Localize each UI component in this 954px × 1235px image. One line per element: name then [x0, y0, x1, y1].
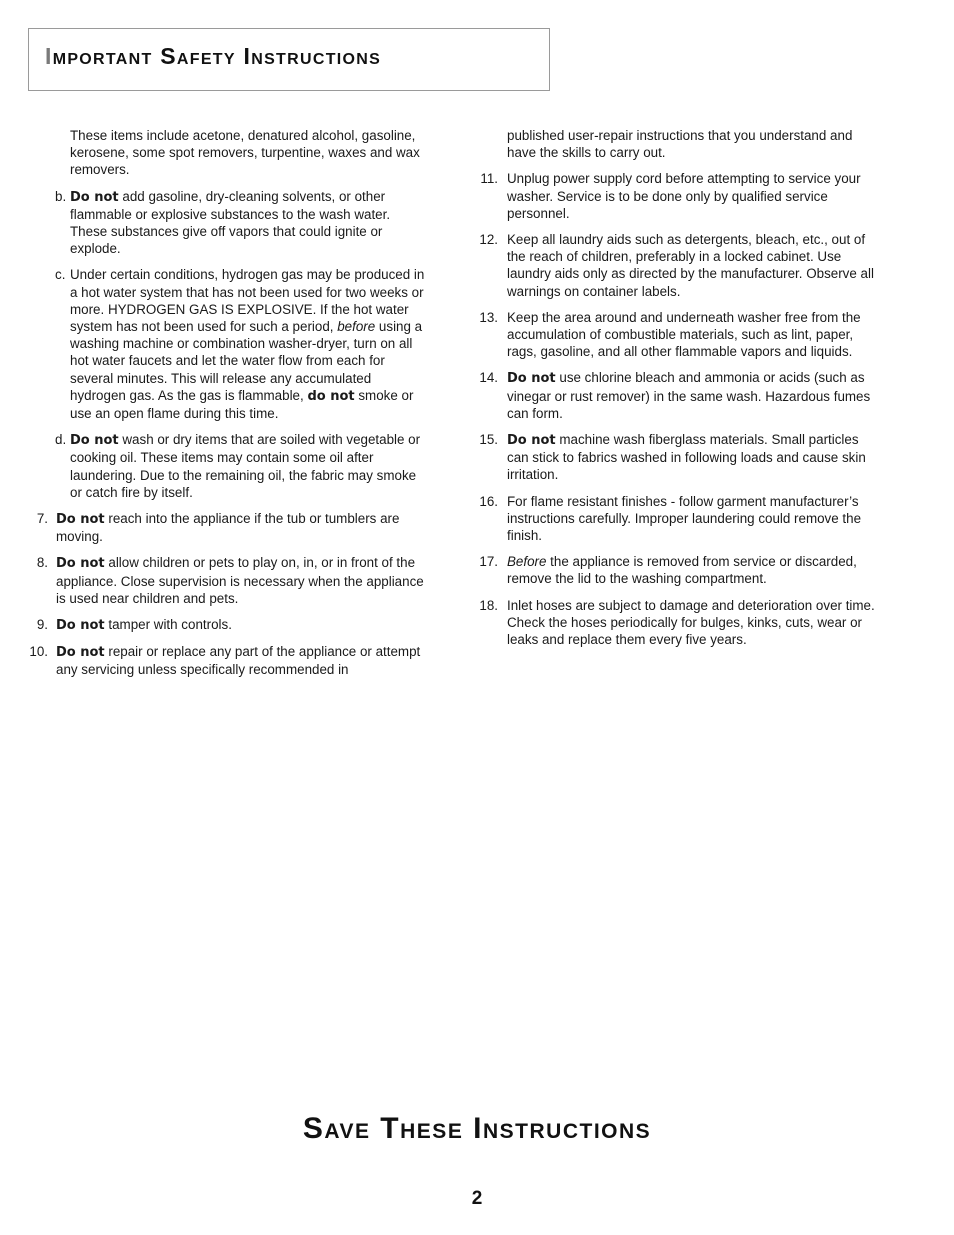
item-text: using a washing machine or combination washer-dryer, turn on all hot water faucets and let the water flow from each for several minutes. This will release any accumulated hydrogen gas. As the gas is flammable, [70, 319, 423, 403]
sub-marker: c. [55, 267, 66, 283]
title-initial: I [45, 43, 53, 69]
item-number: 18. [479, 597, 498, 613]
item-text: repair or replace any part of the appliance or attempt any servicing unless specifically recommended in [56, 644, 421, 678]
item-text: Keep all laundry aids such as detergents, bleach, etc., out of the reach of children, preferably in a locked cabinet. Use laundry aids only as directed by the manufacturer. Observe all warnings on container labels. [507, 232, 874, 299]
sub-item-b [28, 188, 428, 258]
item-number: 16. [479, 493, 498, 509]
item-text: Keep the area around and underneath washer free from the accumulation of combustible materials, such as lint, paper, rags, gasoline, and all other flammable vapors and liquids. [507, 309, 861, 360]
item-number: 14. [479, 370, 498, 386]
warning-emphasis: Do not [56, 512, 105, 528]
list-item-13 [477, 309, 879, 361]
page-title [45, 43, 381, 70]
item-number: 13. [479, 309, 498, 325]
item-text: wash or dry items that are soiled with vegetable or cooking oil. These items may contain some oil after laundering. Due to the remaining oil, the fabric may smoke or catch fire by itself. [70, 432, 421, 500]
item-number: 12. [479, 232, 498, 248]
header-box [28, 28, 550, 91]
italic-emphasis: before [337, 319, 376, 335]
list-item-7 [28, 510, 428, 545]
page-number: 2 [471, 1188, 483, 1209]
intro-paragraph: These items include acetone, denatured alcohol, gasoline, kerosene, some spot removers, turpentine, waxes and wax removers. [70, 128, 420, 178]
title-rest: mportant Safety Instructions [52, 43, 382, 69]
list-item-9 [28, 616, 428, 634]
warning-emphasis: Do not [70, 433, 119, 449]
warning-emphasis: do not [307, 388, 355, 404]
list-item-10 [28, 643, 428, 678]
item-number: 8. [36, 555, 48, 571]
list-item-18 [477, 597, 879, 649]
continued-paragraph: published user-repair instructions that you understand and have the skills to carry out. [507, 128, 853, 161]
right-column [477, 127, 879, 657]
sub-marker: d. [55, 432, 67, 448]
item-number: 15. [479, 432, 498, 448]
list-item-17 [477, 553, 879, 587]
warning-emphasis: Do not [56, 556, 105, 572]
item-text: reach into the appliance if the tub or tumblers are moving. [56, 511, 400, 545]
item-text: Inlet hoses are subject to damage and deterioration over time. Check the hoses periodically for bulges, kinks, cuts, wear or leaks and replace them every five years. [507, 597, 875, 648]
sub-item-d [28, 431, 428, 501]
item-number: 7. [36, 511, 48, 527]
item-text: add gasoline, dry-cleaning solvents, or other flammable or explosive substances to the wash water. These substances give off vapors that could ignite or explode. [70, 188, 391, 257]
item-number: 17. [479, 554, 498, 570]
item-text: use chlorine bleach and ammonia or acids (such as vinegar or rust remover) in the same wash. Hazardous fumes can form. [507, 370, 871, 421]
item-text: the appliance is removed from service or discarded, remove the lid to the washing compartment. [507, 554, 857, 587]
list-item-16 [477, 493, 879, 545]
item-number: 9. [36, 617, 48, 633]
sub-item-c [28, 266, 428, 422]
save-instructions-heading: Save These Instructions [302, 1112, 652, 1145]
left-column [28, 127, 428, 688]
item-text: machine wash fiberglass materials. Small particles can stick to fabrics washed in following loads and cause skin irritation. [507, 432, 866, 483]
list-item-14 [477, 369, 879, 422]
warning-emphasis: Do not [507, 371, 556, 387]
item-text: Under certain conditions, hydrogen gas may be produced in a hot water system that has not been used for two weeks or more. HYDROGEN GAS IS EXPLOSIVE. If the hot water system has not been used for such a period, [70, 267, 425, 335]
item-text: allow children or pets to play on, in, or in front of the appliance. Close supervision is necessary when the appliance is used near children and pets. [56, 555, 424, 606]
item-text: smoke or use an open flame during this time. [70, 387, 414, 422]
list-item-12 [477, 231, 879, 300]
item-text: For flame resistant finishes - follow garment manufacturer’s instructions carefully. Improper laundering could remove the finish. [507, 493, 862, 544]
list-item-15 [477, 431, 879, 484]
list-item-8 [28, 554, 428, 607]
warning-emphasis: Do not [70, 189, 119, 205]
warning-emphasis: Do not [56, 645, 105, 661]
warning-emphasis: Do not [56, 618, 105, 634]
italic-emphasis: Before [507, 554, 547, 570]
list-item-11 [477, 170, 879, 222]
item-number: 10. [29, 644, 48, 660]
item-text: Unplug power supply cord before attempting to service your washer. Service is to be done only by qualified service personnel. [507, 171, 861, 221]
warning-emphasis: Do not [507, 433, 556, 449]
sub-marker: b. [55, 188, 67, 204]
item-number: 11. [480, 171, 498, 187]
item-text: tamper with controls. [104, 617, 232, 633]
